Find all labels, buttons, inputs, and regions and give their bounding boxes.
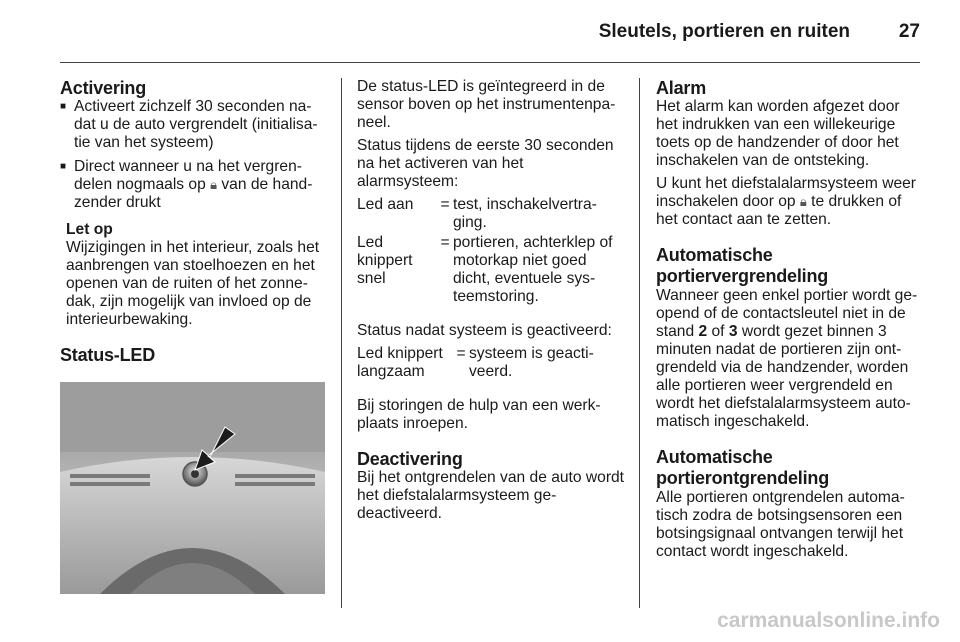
definition-equals: = [456,345,466,362]
activering-bullets [60,98,325,212]
column-left [60,78,325,594]
auto-lock-text-1: Wanneer geen enkel portier wordt ge-opend of de contactsleutel niet in de stand [656,287,918,340]
ignition-position-2: 2 [698,323,708,340]
note [60,221,325,329]
activering-heading: Activering [60,78,147,98]
note-title: Let op [66,221,113,238]
column-divider [639,78,640,608]
alarm-text-2 [656,175,922,229]
definition-term: Led aan [357,196,414,213]
definition-desc: portieren, achterklep of motorkap niet goed dicht, eventuele sys-teemstoring. [453,234,613,305]
bullet-item [60,98,325,152]
definition-term: Led knippert snel [357,234,413,287]
auto-lock-heading: Automatische portiervergrendeling [656,245,829,286]
auto-lock-text-3: wordt gezet binnen 3 minuten nadat de portieren zijn ont-grendeld via de handzender, worden alle portieren weer vergrendeld en wordt het diefstalalarmsysteem auto-matisch ingeschakeld. [656,323,911,430]
alarm-heading: Alarm [656,78,707,98]
bullet-item [60,158,325,212]
page-title: Sleutels, portieren en ruiten [598,21,850,42]
definition-desc: test, inschakelvertra-ging. [453,196,597,231]
bullet-text: van de hand-zender drukt [74,176,313,211]
definition-desc: systeem is geacti-veerd. [469,345,594,380]
page-number: 27 [898,21,920,42]
watermark: carmanualsonline.info [717,609,940,632]
column-middle [357,78,625,523]
auto-unlock-text: Alle portieren ontgrendelen automa-tisch zodra de botsingsensoren een botsingsignaal ontvangen terwijl het contact wordt ingeschakeld. [656,489,905,560]
bullet-text: Activeert zichzelf 30 seconden na-dat u de auto vergrendelt (initialisa-tie van het systeem) [74,98,318,151]
dashboard-sensor-image [60,382,325,594]
alarm-text: Het alarm kan worden afgezet door het indrukken van een willekeurige toets op de handzender of door het inschakelen van de ontsteking. [656,98,900,169]
definition-row [357,345,625,381]
alarm-text-2-after: te drukken of het contact aan te zetten. [656,193,902,228]
alarm-text-2-before: U kunt het diefstalalarmsysteem weer inschakelen door op [656,175,916,210]
note-text: Wijzigingen in het interieur, zoals het aanbrengen van stoelhoezen en het openen van de ruiten of het zonne-dak, zijn mogelijk van invloed op de interieurbewaking. [66,239,320,328]
definition-term: Led knippert langzaam [357,345,443,380]
definition-equals: = [440,234,450,251]
ignition-position-3: 3 [728,323,738,340]
auto-unlock-heading: Automatische portierontgrendeling [656,447,829,488]
deactivering-heading: Deactivering [357,449,463,469]
auto-lock-text-2: of [707,323,729,340]
status-first-30-text: Status tijdens de eerste 30 seconden na het activeren van het alarmsysteem: [357,137,614,190]
column-divider [341,78,342,608]
definition-list-first [357,196,625,306]
column-right [656,78,922,561]
definition-row [357,234,625,306]
definition-list-after [357,345,625,381]
lock-key-icon: 🔒︎ [210,177,218,192]
auto-lock-text [656,287,922,431]
bullet-text: Direct wanneer u na het vergren-delen nogmaals op [74,158,302,193]
faults-text: Bij storingen de hulp van een werk-plaats inroepen. [357,397,601,432]
status-after-text: Status nadat systeem is geactiveerd: [357,322,612,339]
led-intro-text: De status-LED is geïntegreerd in de sensor boven op het instrumentenpa-neel. [357,78,616,131]
lock-key-icon: 🔒︎ [799,194,807,209]
header-rule [60,62,920,63]
deactivering-text: Bij het ontgrendelen van de auto wordt het diefstalalarmsysteem ge-deactiveerd. [357,469,625,522]
definition-equals: = [440,196,450,213]
definition-row [357,196,625,232]
status-led-photo [60,382,325,594]
status-led-heading: Status-LED [60,345,156,365]
